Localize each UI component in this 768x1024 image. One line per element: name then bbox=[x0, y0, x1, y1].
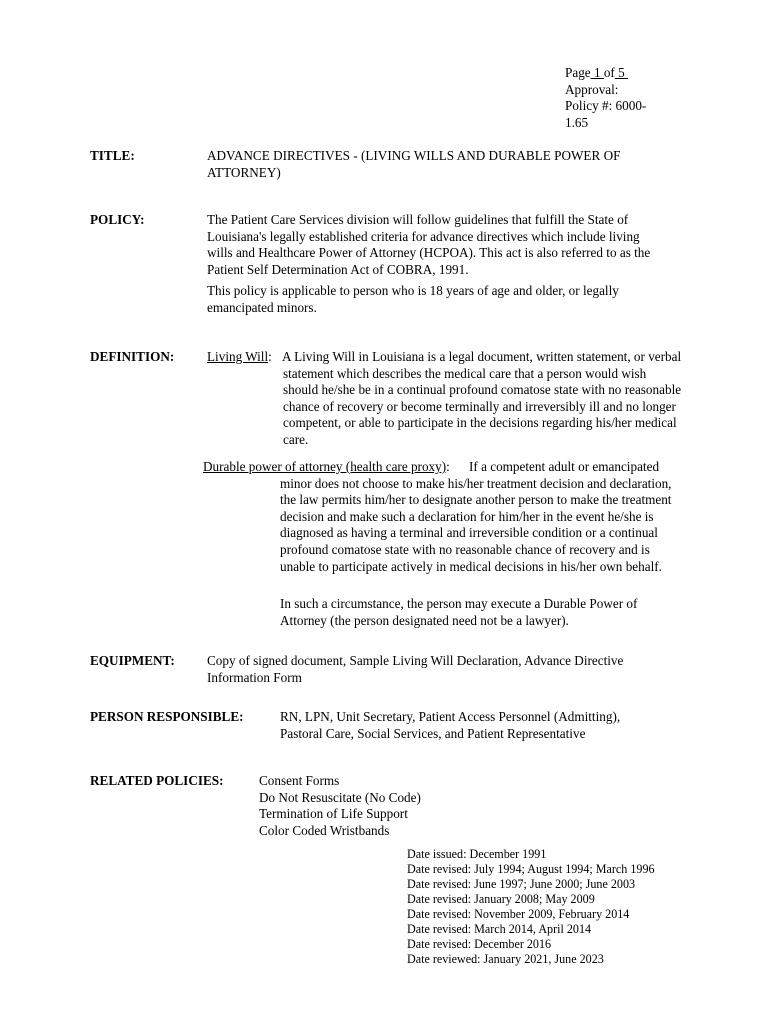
equipment-label: EQUIPMENT: bbox=[90, 653, 175, 668]
related-policies-label: RELATED POLICIES: bbox=[90, 773, 224, 788]
dpoa-term: Durable power of attorney (health care proxy): bbox=[203, 459, 450, 474]
policy-label: POLICY: bbox=[90, 212, 145, 227]
related-policy-item: Color Coded Wristbands bbox=[259, 822, 390, 838]
policy-number-line2: 1.65 bbox=[565, 114, 589, 130]
page-header bbox=[565, 65, 665, 131]
page-number: 1 bbox=[593, 65, 601, 80]
equipment-text: Copy of signed document, Sample Living Will Declaration, Advance Directive Information Form bbox=[207, 653, 624, 685]
date-revised: Date revised: March 2014, April 2014 bbox=[407, 922, 592, 936]
living-will-term: Living Will: bbox=[207, 349, 272, 364]
related-policies-list bbox=[259, 773, 421, 839]
related-policy-item: Termination of Life Support bbox=[259, 806, 408, 822]
related-policy-item: Consent Forms bbox=[259, 773, 340, 788]
related-policy-item: Do Not Resuscitate (No Code) bbox=[259, 789, 421, 805]
date-issued: Date issued: December 1991 bbox=[407, 847, 547, 861]
person-responsible-label: PERSON RESPONSIBLE: bbox=[90, 709, 244, 724]
revision-history bbox=[407, 847, 655, 967]
policy-number-line1: Policy #: 6000- bbox=[565, 98, 647, 114]
date-revised: Date revised: July 1994; August 1994; March 1996 bbox=[407, 862, 655, 876]
date-revised: Date revised: November 2009, February 2014 bbox=[407, 907, 630, 921]
date-revised: Date revised: June 1997; June 2000; June 2003 bbox=[407, 877, 636, 891]
date-revised: Date revised: January 2008; May 2009 bbox=[407, 892, 595, 906]
dpoa-definition bbox=[280, 459, 680, 575]
dpoa-definition-text: If a competent adult or emancipated minor does not choose to make his/her treatment decision and declaration, the law permits him/her to designate another person to make the treatment decision and make such a declaration for him/her in the event he/she is diagnosed as having a terminal and irreversible condition or a continual profound comatose state with no reasonable chance of recovery and is unable to participate actively in medical decisions in his/her own behalf. bbox=[280, 459, 672, 574]
policy-paragraph-1: The Patient Care Services division will follow guidelines that fulfill the State of Louisiana's legally established criteria for advance directives which include living wills and Healthcare Power of Attorney (HCPOA). This act is also referred to as the Patient Self Determination Act of COBRA, 1991. bbox=[207, 212, 651, 277]
policy-body bbox=[207, 212, 667, 317]
definition-label: DEFINITION: bbox=[90, 349, 175, 364]
date-reviewed: Date reviewed: January 2021, June 2023 bbox=[407, 952, 604, 966]
title-label: TITLE: bbox=[90, 148, 135, 163]
date-revised: Date revised: December 2016 bbox=[407, 937, 552, 951]
living-will-definition: A Living Will in Louisiana is a legal document, written statement, or verbal statement which describes the medical care that a person would wish should he/she be in a continual profound comatose state with no reasonable chance of recovery or become terminally and irreversibly ill and no longer competent, or able to participate in the decisions regarding his/her medical care. bbox=[282, 349, 682, 447]
page-total: 5 bbox=[618, 65, 625, 80]
page-counter: Page 1 of 5 bbox=[565, 65, 665, 82]
approval-line: Approval: bbox=[565, 81, 619, 97]
person-responsible-text: RN, LPN, Unit Secretary, Patient Access Personnel (Admitting), Pastoral Care, Social Services, and Patient Representative bbox=[280, 709, 621, 741]
dpoa-followup: In such a circumstance, the person may execute a Durable Power of Attorney (the person designated need not be a lawyer). bbox=[280, 596, 638, 628]
title-text: ADVANCE DIRECTIVES - (LIVING WILLS AND DURABLE POWER OF ATTORNEY) bbox=[207, 148, 621, 180]
policy-paragraph-2: This policy is applicable to person who is 18 years of age and older, or legally emancipated minors. bbox=[207, 283, 619, 315]
